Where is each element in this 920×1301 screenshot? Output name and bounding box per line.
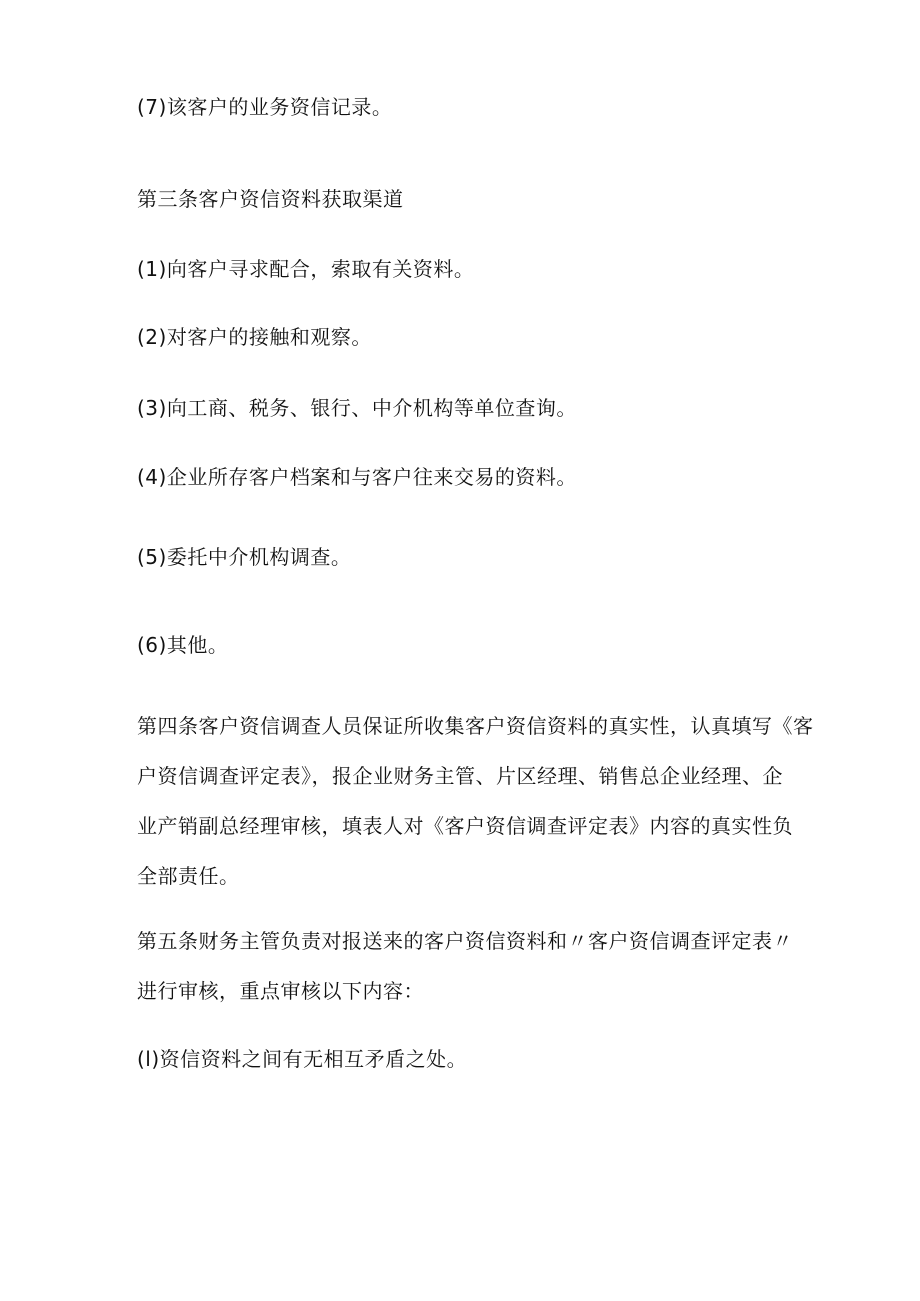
channel-item-2: (2)对客户的接触和观察。 xyxy=(137,325,372,349)
article-4-line: 户资信调查评定表》，报企业财务主管、片区经理、销售总企业经理、企 xyxy=(137,764,783,788)
article-3-heading: 第三条客户资信资料获取渠道 xyxy=(137,187,404,211)
article-5-line: 第五条财务主管负责对报送来的客户资信资料和〃客户资信调查评定表〃 xyxy=(137,929,793,953)
channel-item-5: (5)委托中介机构调查。 xyxy=(137,545,352,569)
channel-item-1: (1)向客户寻求配合，索取有关资料。 xyxy=(137,257,475,281)
article-4-line: 业产销副总经理审核，填表人对《客户资信调查评定表》内容的真实性负 xyxy=(137,814,793,838)
article-4-line: 全部责任。 xyxy=(137,864,240,888)
article-5-line: 进行审核，重点审核以下内容： xyxy=(137,979,424,1003)
channel-item-4: (4)企业所存客户档案和与客户往来交易的资料。 xyxy=(137,465,577,489)
item-7-credit-record: (7)该客户的业务资信记录。 xyxy=(137,95,393,119)
channel-item-3: (3)向工商、税务、银行、中介机构等单位查询。 xyxy=(137,396,577,420)
review-item-1: (l)资信资料之间有无相互矛盾之处。 xyxy=(137,1047,468,1071)
article-5-paragraph xyxy=(137,929,793,1003)
article-4-paragraph xyxy=(137,714,814,888)
article-4-line: 第四条客户资信调查人员保证所收集客户资信资料的真实性，认真填写《客 xyxy=(137,714,814,738)
channel-item-6: (6)其他。 xyxy=(137,633,229,657)
